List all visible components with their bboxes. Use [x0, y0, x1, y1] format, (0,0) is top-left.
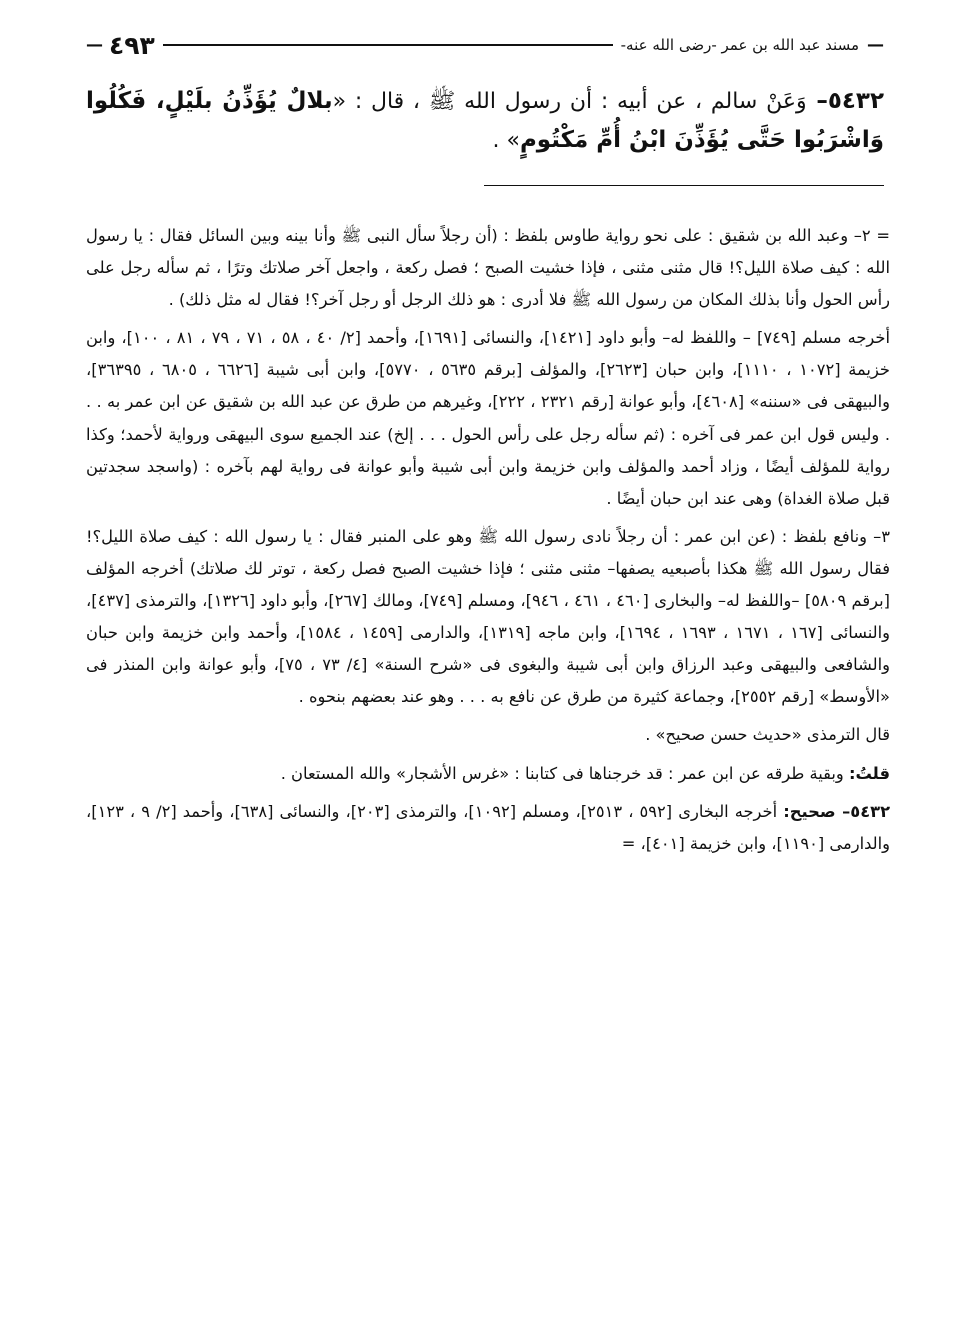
footnote-separator — [484, 185, 884, 186]
page-number: ٤٩٣ — [109, 30, 155, 60]
running-header — [86, 28, 884, 62]
header-dash-left: — — [86, 35, 103, 55]
footnotes — [86, 220, 890, 866]
note-paragraph-2: أخرجه مسلم [٧٤٩] – واللفظ له– وأبو داود [١٤٢١]، والنسائى [١٦٩١]، وأحمد [٢/ ٤٠ ، ٥٨ ، ٧١ ، ٧٩ ، ٨١ ، ١٠٠]، وابن خزيمة [١٠٧٢ ، ١١١٠]، وابن حبان [٢٦٢٣]، والمؤلف [برقم ٥٦٣٥ ، ٥٧٧٠]، وابن أبى شيبة [٦٦٢٦ ، ٦٨٠٥ ، ٣٦٣٩٥]، والبيهقى فى «سننه» [٤٦٠٨]، وأبو عوانة [رقم ٢٣٢١ ، ٢٢٢]، وغيرهم من طرق عن عبد الله بن شقيق عن ابن عمر به . . . وليس قول ابن عمر فى آخره : (ثم سأله رجل على رأس الحول . . . إلخ) عند الجميع سوى البيهقى ورواية لأحمد؛ وكذا رواية للمؤلف أيضًا ، وزاد أحمد والمؤلف وابن خزيمة وابن أبى شيبة وأبو عوانة فى رواية لهم بآخره : (واسجد سجدتين قبل صلاة الغداة) وهى عند ابن حبان أيضًا . — [86, 328, 891, 508]
note-paragraph-6 — [86, 796, 890, 860]
note-paragraph-5 — [86, 758, 890, 790]
hadith-matn: بلالٌ يُؤَذِّنُ بلَيْلٍ، فَكُلُوا وَاشْرَبُوا حَتَّى يُؤَذِّنَ ابْنُ أُمِّ مَكْتُومٍ — [86, 88, 884, 153]
note-paragraph-3: ٣– ونافع بلفظ : (عن ابن عمر : أن رجلاً نادى رسول الله ﷺ وهو على المنبر فقال : يا رسول الله : كيف صلاة الليل؟! فقال رسول الله ﷺ هكذا بأصبعيه يصفها– مثنى مثنى ؛ فإذا خشيت الصبح فصل ركعة ، توتر لك صلاتك) أخرجه المؤلف [برقم ٥٨٠٩] –واللفظ له– والبخارى [٤٦٠ ، ٤٦١ ، ٩٤٦]، ومسلم [٧٤٩]، ومالك [٢٦٧]، وأبو داود [١٣٢٦]، والترمذى [٤٣٧]، والنسائى [١٦٧ ، ١٦٧١ ، ١٦٩٣ ، ١٦٩٤]، وابن ماجه [١٣١٩]، والدارمى [١٤٥٩ ، ١٥٨٤]، وأحمد وابن خزيمة وابن حبان والشافعى والبيهقى وعبد الرزاق وابن أبى شيبة والبغوى فى «شرح السنة» [٤/ ٧٣ ، ٧٥]، وأبو عوانة وابن المنذر فى «الأوسط» [رقم ٢٥٥٢]، وجماعة كثيرة من طرق عن نافع به . . . وهو عند بعضهم بنحوه . — [86, 526, 891, 707]
note-6-label: ٥٤٣٢– صحيح: — [783, 801, 891, 821]
hadith-text — [86, 82, 884, 160]
header-title: مسند عبد الله بن عمر -رضى الله عنه- — [620, 36, 859, 54]
hadith-end: » . — [492, 128, 520, 153]
hadith-number: ٥٤٣٢– — [816, 88, 884, 114]
header-rule — [163, 44, 613, 46]
hadith-isnad: وَعَنْ سالم ، عن أبيه : أن رسول الله ﷺ ، قال : « — [332, 89, 807, 114]
note-paragraph-1: = ٢– وعبد الله بن شقيق : على نحو رواية طاوس بلفظ : (أن رجلاً سأل النبى ﷺ وأنا بينه وبين السائل فقال : يا رسول الله : كيف صلاة الليل؟! قال مثنى مثنى ، فإذا خشيت الصبح ؛ فصل ركعة ، واجعل آخر صلاتك وترًا ، ثم سأله رجل على رأس الحول وأنا بذلك المكان من رسول الله ﷺ فلا أدرى : هو ذلك الرجل أو رجل آخر؟! فقال له مثل ذلك) . — [86, 226, 891, 310]
note-paragraph-4: قال الترمذى «حديث حسن صحيح» . — [645, 725, 890, 745]
header-dash-right: — — [867, 35, 884, 55]
note-5-label: قلتُ: — [848, 763, 890, 783]
note-6-text: أخرجه البخارى [٥٩٢ ، ٢٥١٣]، ومسلم [١٠٩٢]، والترمذى [٢٠٣]، والنسائى [٦٣٨]، وأحمد [٢/ ٩ ، ١٢٣]، والدارمى [١١٩٠]، وابن خزيمة [٤٠١]، = — [86, 801, 890, 853]
note-5-text: وبقية طرقه عن ابن عمر : قد خرجناها فى كتابنا : «غرس الأشجار» والله المستعان . — [280, 763, 849, 783]
